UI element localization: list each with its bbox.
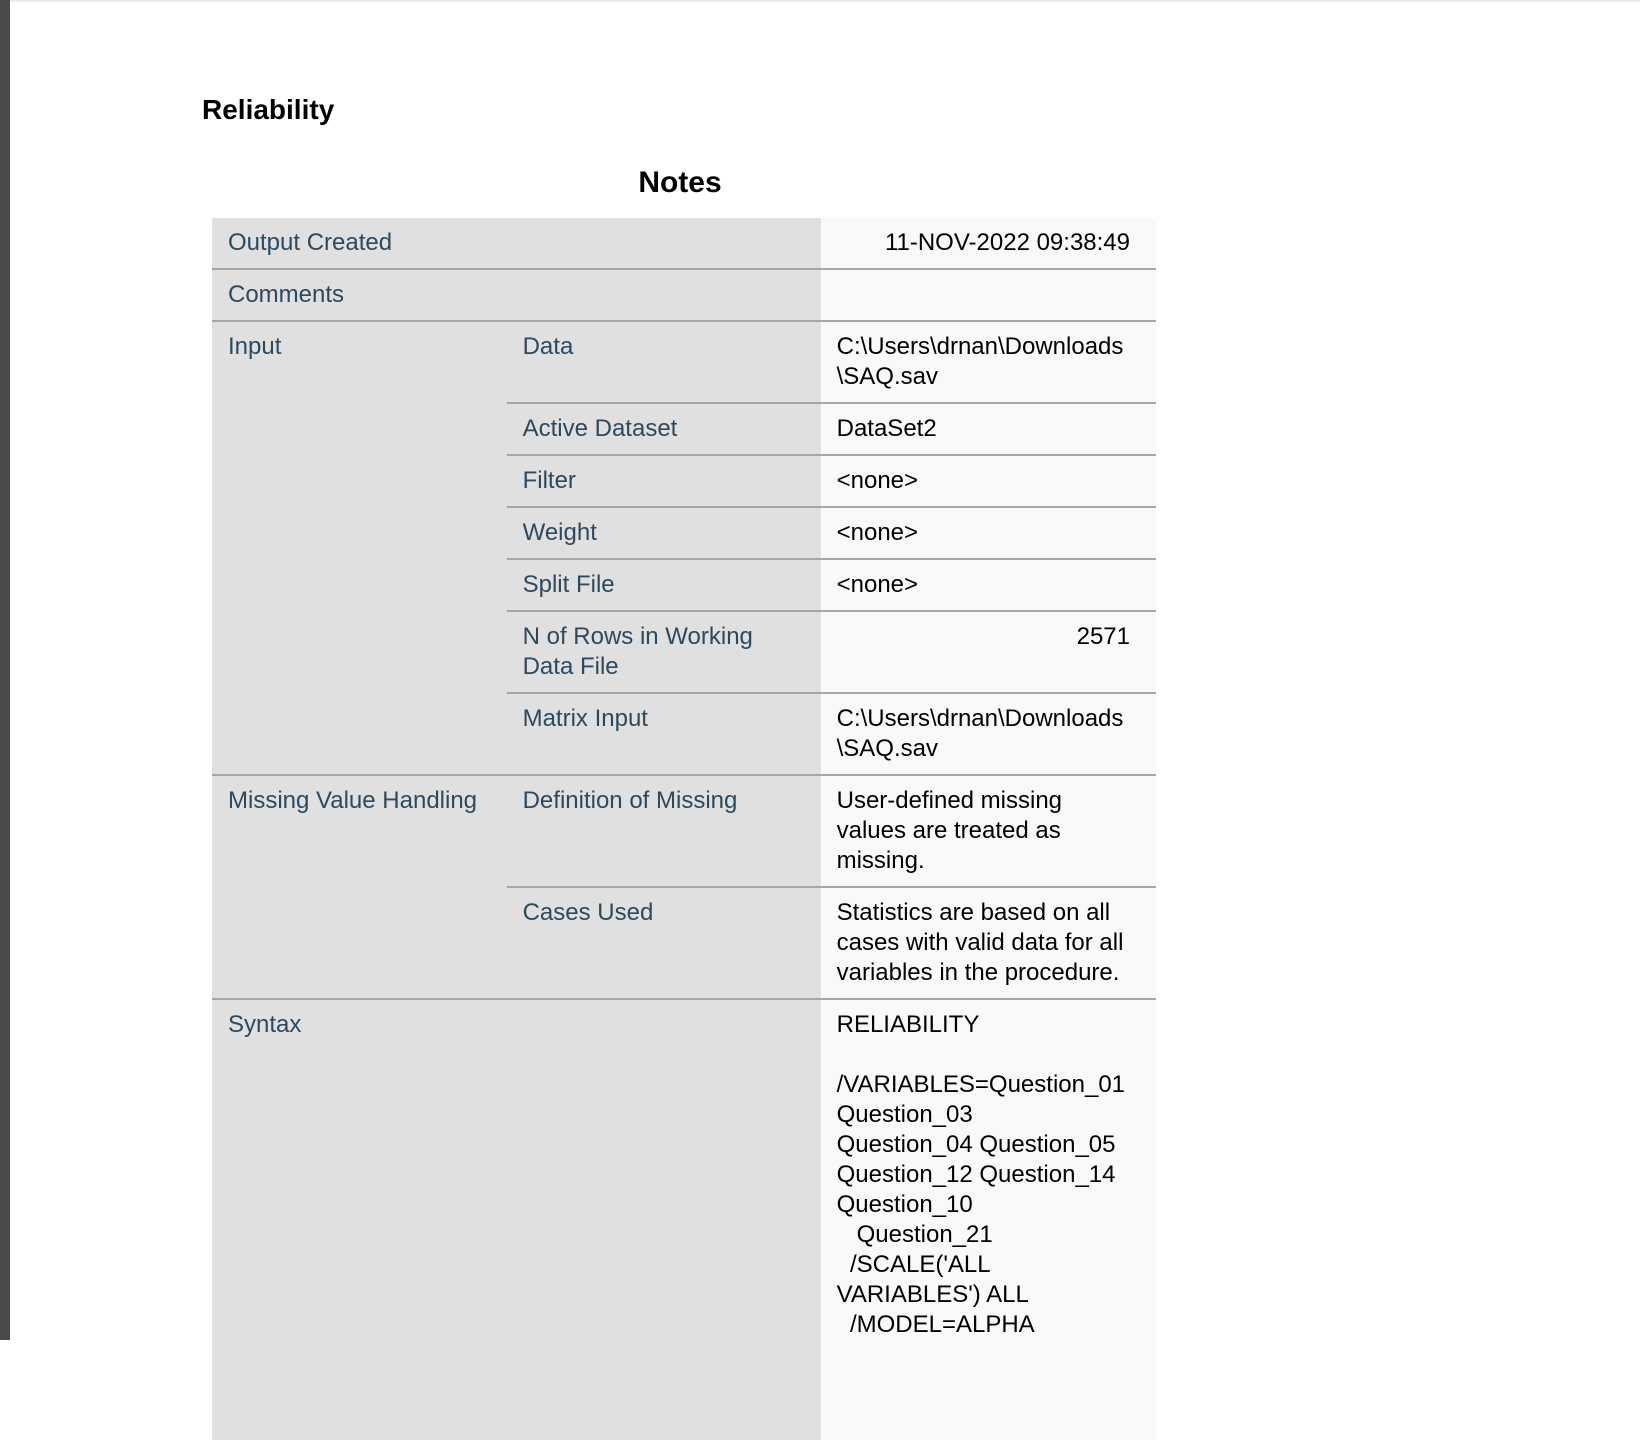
syntax-value: RELIABILITY /VARIABLES=Question_01 Question_03 Question_04 Question_05 Question_12 Question_14 Question_10 Question_21 /SCALE('ALL VARIABLES') ALL /MODEL=ALPHA xyxy=(836,1011,1126,1338)
viewer-top-edge xyxy=(10,0,1640,2)
input-label: Input xyxy=(212,321,507,775)
n-rows-label: N of Rows in Working Data File xyxy=(507,611,821,693)
weight-value: <none> xyxy=(821,507,1156,559)
table-row xyxy=(212,321,1156,403)
matrix-input-label: Matrix Input xyxy=(507,693,821,775)
active-dataset-value: DataSet2 xyxy=(821,403,1156,455)
comments-label: Comments xyxy=(212,269,821,321)
weight-label: Weight xyxy=(507,507,821,559)
table-row xyxy=(212,775,1156,887)
viewer-left-edge xyxy=(0,0,10,1340)
table-row xyxy=(212,269,1156,321)
syntax-label: Syntax xyxy=(212,999,821,1440)
cases-used-value: Statistics are based on all cases with valid data for all variables in the procedure. xyxy=(821,887,1156,999)
active-dataset-label: Active Dataset xyxy=(507,403,821,455)
table-row xyxy=(212,218,1156,269)
n-rows-value: 2571 xyxy=(821,611,1156,693)
split-file-label: Split File xyxy=(507,559,821,611)
filter-label: Filter xyxy=(507,455,821,507)
table-title: Notes xyxy=(638,166,722,199)
comments-value xyxy=(821,269,1156,321)
matrix-input-value: C:\Users\drnan\Downloads\SAQ.sav xyxy=(821,693,1156,775)
cases-used-label: Cases Used xyxy=(507,887,821,999)
notes-table xyxy=(212,218,1156,1440)
filter-value: <none> xyxy=(821,455,1156,507)
output-created-value: 11-NOV-2022 09:38:49 xyxy=(821,218,1156,269)
syntax-cell xyxy=(821,999,1156,1440)
table-row xyxy=(212,999,1156,1440)
definition-of-missing-value: User-defined missing values are treated as missing. xyxy=(821,775,1156,887)
page-heading: Reliability xyxy=(202,94,335,125)
data-value: C:\Users\drnan\Downloads\SAQ.sav xyxy=(821,321,1156,403)
output-created-label: Output Created xyxy=(212,218,821,269)
missing-value-handling-label: Missing Value Handling xyxy=(212,775,507,999)
split-file-value: <none> xyxy=(821,559,1156,611)
definition-of-missing-label: Definition of Missing xyxy=(507,775,821,887)
data-label: Data xyxy=(507,321,821,403)
